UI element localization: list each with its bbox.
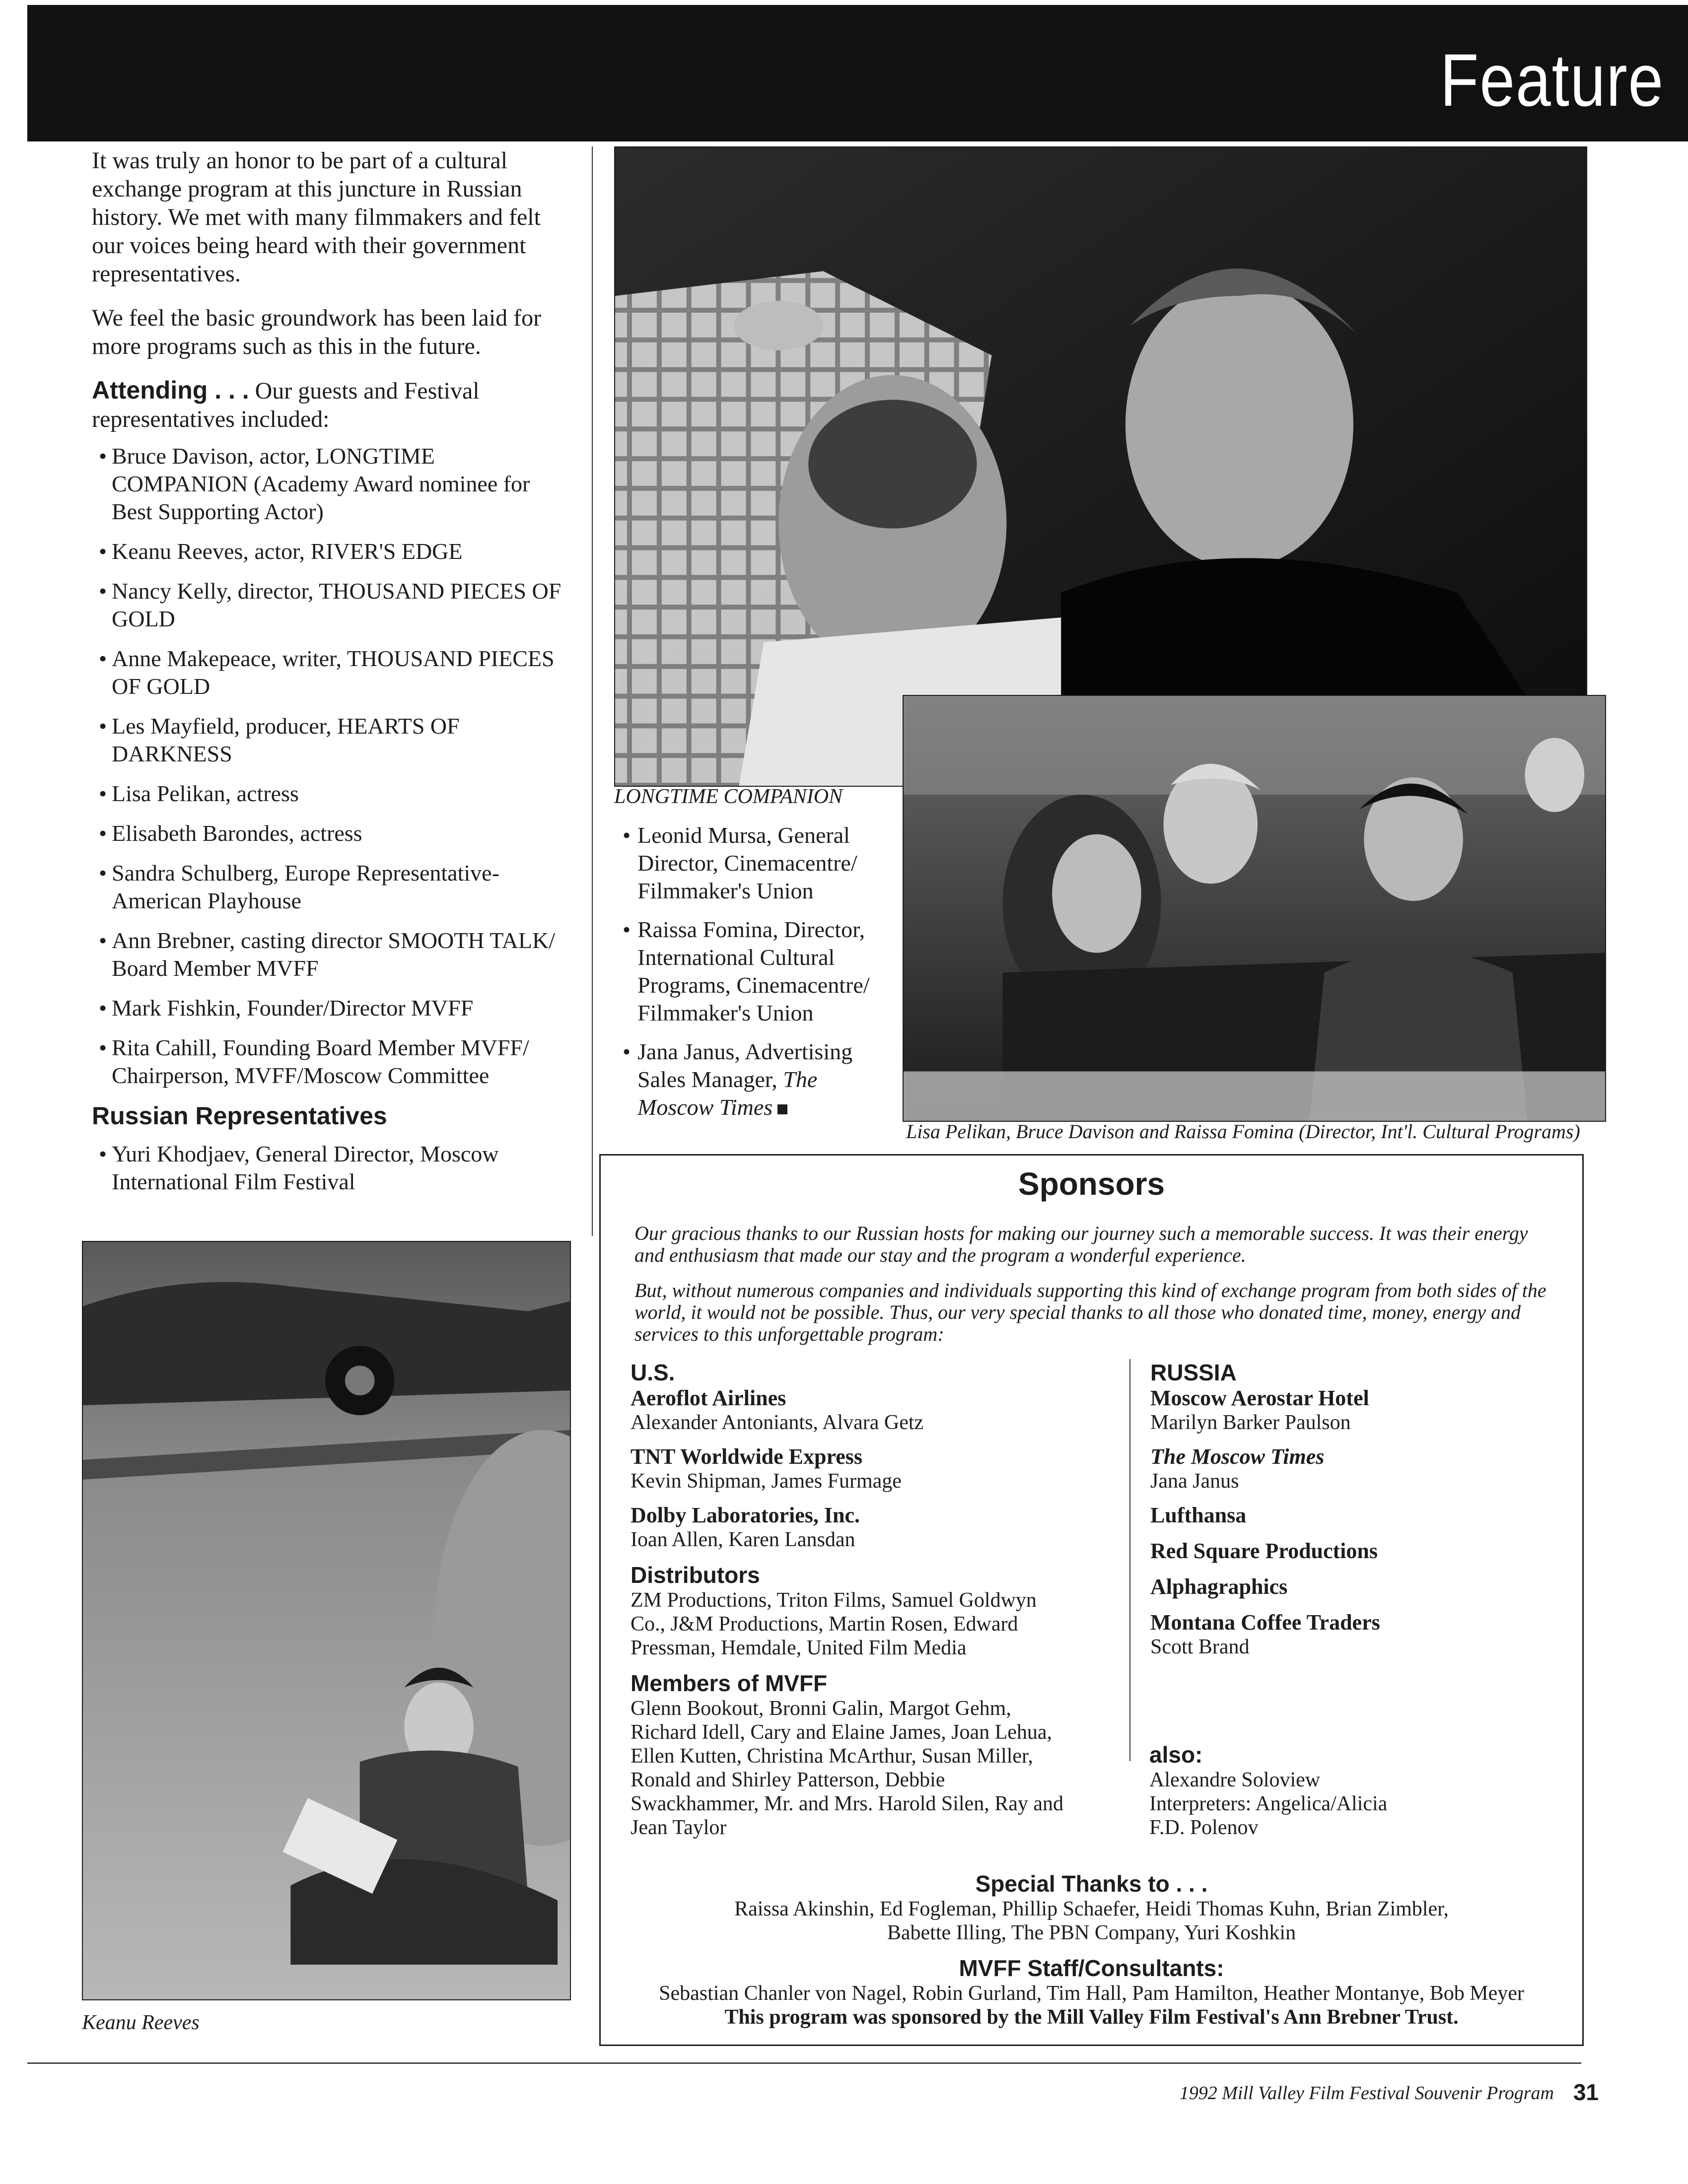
sponsor-name: Red Square Productions xyxy=(1150,1539,1378,1563)
russia-heading: RUSSIA xyxy=(1150,1360,1237,1385)
russia-sponsors-column xyxy=(1129,1359,1576,1761)
list-item: • Mark Fishkin, Founder/Director MVFF xyxy=(92,994,568,1022)
footer-rule xyxy=(27,2062,1581,2064)
intro-paragraph-2: We feel the basic groundwork has been laid for more programs such as this in the future. xyxy=(92,305,542,359)
group-caption: Lisa Pelikan, Bruce Davison and Raissa Fomina (Director, Int'l. Cultural Programs) xyxy=(906,1120,1580,1143)
list-item: • Les Mayfield, producer, HEARTS OF DARKNESS xyxy=(92,712,568,768)
staff-section xyxy=(601,1955,1582,2029)
russian-list-continued xyxy=(616,821,894,1132)
section-title: Feature xyxy=(1440,38,1664,122)
distributors-list: ZM Productions, Triton Films, Samuel Goldwyn Co., J&M Productions, Martin Rosen, Edward Pressman, Hemdale, United Film Media xyxy=(631,1589,1037,1659)
list-item: • Nancy Kelly, director, THOUSAND PIECES OF GOLD xyxy=(92,577,568,633)
sponsor-name: Alphagraphics xyxy=(1150,1574,1288,1599)
also-item: F.D. Polenov xyxy=(1149,1816,1259,1839)
us-sponsors-column xyxy=(631,1359,1077,1849)
also-heading: also: xyxy=(1149,1742,1203,1768)
attending-heading: Attending . . . xyxy=(92,376,249,404)
sponsors-intro-2: But, without numerous companies and individuals supporting this kind of exchange program from both sides of the world, it would not be possible. Thus, our very special thanks to all those who donated time, money, energy and services to this unforgettable program: xyxy=(634,1279,1547,1345)
page-number: 31 xyxy=(1573,2079,1599,2105)
members-heading: Members of MVFF xyxy=(631,1670,828,1696)
special-thanks xyxy=(601,1870,1582,1945)
also-item: Alexandre Soloview xyxy=(1149,1769,1321,1791)
sponsors-title: Sponsors xyxy=(1018,1166,1165,1202)
list-item: • Yuri Khodjaev, General Director, Moscow International Film Festival xyxy=(92,1140,568,1196)
list-item: • Jana Janus, Advertising Sales Manager, The Moscow Times xyxy=(616,1038,894,1121)
sponsor-people: Alexander Antoniants, Alvara Getz xyxy=(631,1411,924,1434)
attendees-list xyxy=(92,442,568,1090)
list-item: • Lisa Pelikan, actress xyxy=(92,780,568,808)
list-item: • Ann Brebner, casting director SMOOTH TALK/ Board Member MVFF xyxy=(92,927,568,982)
intro-paragraph-1: It was truly an honor to be part of a cultural exchange program at this juncture in Russian history. We met with many filmmakers and felt our voices being heard with their government representatives. xyxy=(92,147,541,287)
also-item: Interpreters: Angelica/Alicia xyxy=(1149,1792,1388,1815)
members-list: Glenn Bookout, Bronni Galin, Margot Gehm, Richard Idell, Cary and Elaine James, Joan Lehua, Ellen Kutten, Christina McArthur, Susan Miller, Ronald and Shirley Patterson, Debbie Swackhammer, Mr. and Mrs. Harold Silen, Ray and Jean Taylor xyxy=(631,1697,1063,1839)
longtime-companion-caption: LONGTIME COMPANION xyxy=(614,785,843,808)
sponsor-people: Scott Brand xyxy=(1150,1636,1250,1658)
sponsor-name: Dolby Laboratories, Inc. xyxy=(631,1503,860,1527)
staff-heading: MVFF Staff/Consultants: xyxy=(959,1955,1224,1981)
russian-list xyxy=(92,1140,568,1196)
sponsor-name: Lufthansa xyxy=(1150,1503,1247,1527)
russian-representatives-heading: Russian Representatives xyxy=(92,1102,387,1130)
distributors-heading: Distributors xyxy=(631,1562,760,1588)
list-item: • Sandra Schulberg, Europe Representative-American Playhouse xyxy=(92,859,568,915)
list-item: • Leonid Mursa, General Director, Cinemacentre/ Filmmaker's Union xyxy=(616,821,894,905)
sponsor-name: Aeroflot Airlines xyxy=(631,1386,786,1410)
list-item: • Raissa Fomina, Director, International Cultural Programs, Cinemacentre/ Filmmaker's Union xyxy=(616,916,894,1027)
list-item: • Anne Makepeace, writer, THOUSAND PIECES OF GOLD xyxy=(92,645,568,700)
sponsor-name: TNT Worldwide Express xyxy=(631,1444,863,1469)
also-column xyxy=(1149,1741,1596,1849)
keanu-reeves-caption: Keanu Reeves xyxy=(82,2011,200,2034)
sponsor-name: Montana Coffee Traders xyxy=(1150,1610,1380,1635)
header-bar xyxy=(27,5,1688,141)
sponsor-people: Ioan Allen, Karen Lansdan xyxy=(631,1528,855,1551)
keanu-reeves-photo xyxy=(82,1241,571,2000)
column-divider xyxy=(592,146,593,1236)
sponsors-box xyxy=(599,1154,1584,2046)
group-photo xyxy=(903,695,1606,1122)
us-heading: U.S. xyxy=(631,1360,675,1385)
list-item: • Keanu Reeves, actor, RIVER'S EDGE xyxy=(92,538,568,565)
special-thanks-heading: Special Thanks to . . . xyxy=(975,1871,1208,1897)
sponsor-people: Jana Janus xyxy=(1150,1470,1239,1493)
trust-line: This program was sponsored by the Mill Valley Film Festival's Ann Brebner Trust. xyxy=(724,2006,1459,2029)
list-item: • Bruce Davison, actor, LONGTIME COMPANION (Academy Award nominee for Best Supporting Actor) xyxy=(92,442,568,526)
special-thanks-line: Raissa Akinshin, Ed Fogleman, Phillip Schaefer, Heidi Thomas Kuhn, Brian Zimbler, xyxy=(734,1898,1449,1920)
longtime-companion-photo xyxy=(614,146,1587,787)
staff-list: Sebastian Chanler von Nagel, Robin Gurland, Tim Hall, Pam Hamilton, Heather Montanye, Bob Meyer xyxy=(659,1982,1524,2005)
left-column xyxy=(92,146,568,1208)
list-item: • Elisabeth Barondes, actress xyxy=(92,819,568,847)
footer-text: 1992 Mill Valley Film Festival Souvenir Program xyxy=(1179,2083,1554,2104)
special-thanks-line: Babette Illing, The PBN Company, Yuri Koshkin xyxy=(887,1921,1296,1944)
list-item: • Rita Cahill, Founding Board Member MVFF/ Chairperson, MVFF/Moscow Committee xyxy=(92,1034,568,1090)
attending-paragraph xyxy=(92,376,568,433)
sponsor-name: The Moscow Times xyxy=(1150,1444,1325,1469)
sponsors-intro-1: Our gracious thanks to our Russian hosts for making our journey such a memorable success. It was their energy and enthusiasm that made our stay and the program a wonderful experience. xyxy=(634,1222,1528,1266)
attending-text: Our guests and Festival representatives included: xyxy=(92,378,480,432)
sponsor-name: Moscow Aerostar Hotel xyxy=(1150,1386,1369,1410)
end-mark-icon xyxy=(777,1104,787,1114)
sponsor-people: Marilyn Barker Paulson xyxy=(1150,1411,1351,1434)
sponsor-people: Kevin Shipman, James Furmage xyxy=(631,1470,902,1493)
